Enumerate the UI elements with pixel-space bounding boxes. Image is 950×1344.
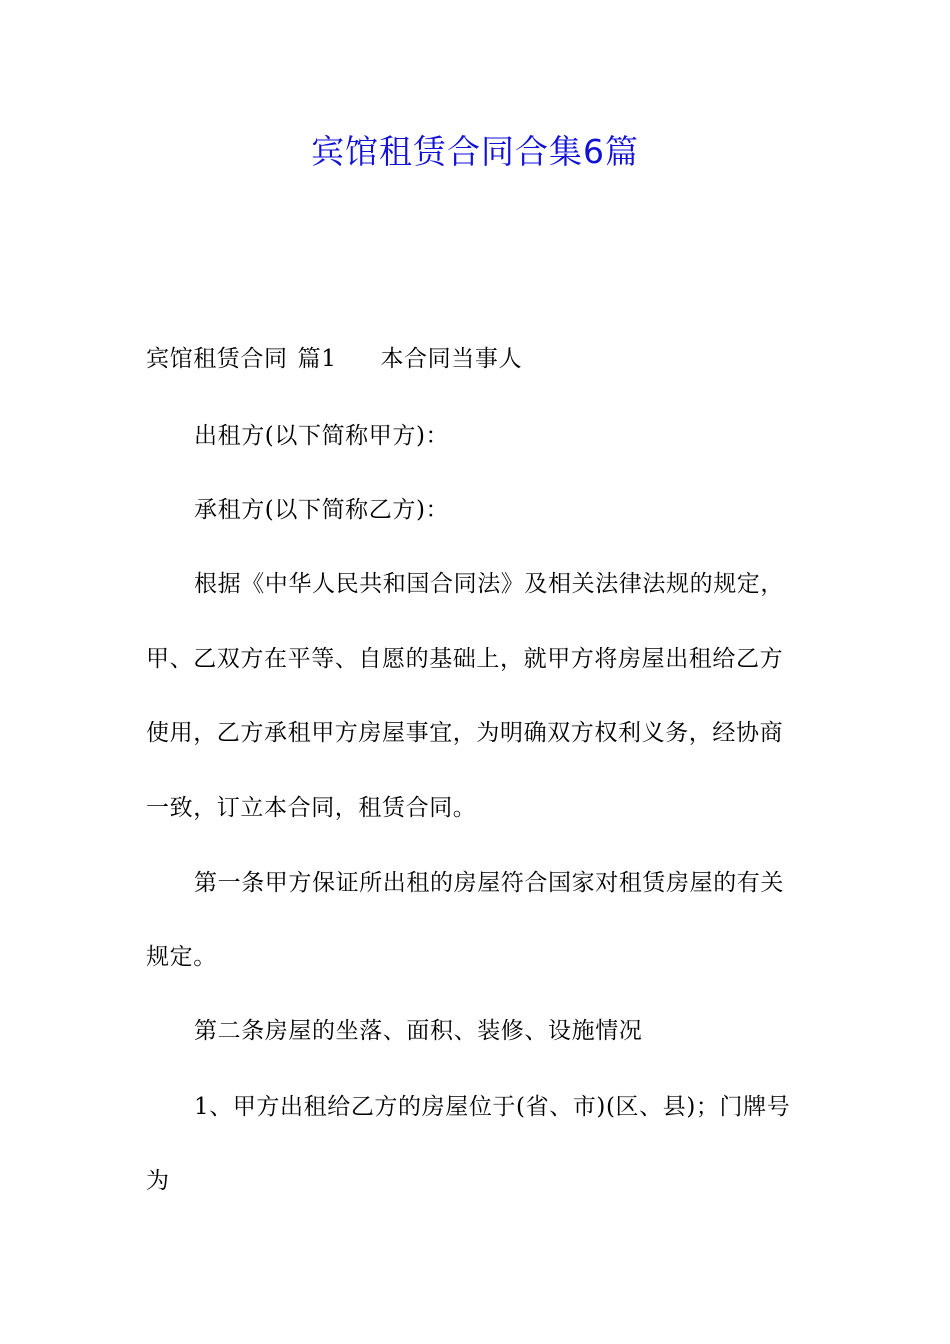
article-one-line: 规定。: [146, 944, 217, 970]
clause-line: 为: [146, 1168, 170, 1194]
document-title: 宾馆租赁合同合集6篇: [311, 132, 639, 171]
paragraph-line: 使用，乙方承租甲方房屋事宜，为明确双方权利义务，经协商: [146, 720, 784, 746]
section-label: 宾馆租赁合同: [146, 346, 288, 372]
section-subheading: 本合同当事人: [380, 346, 523, 372]
paragraph-line: 一致，订立本合同，租赁合同。: [146, 795, 477, 821]
article-two-heading: 第二条房屋的坐落、面积、装修、设施情况: [194, 1018, 643, 1044]
paragraph-line: 甲、乙双方在平等、自愿的基础上，就甲方将房屋出租给乙方: [146, 646, 784, 672]
section-number: 篇1: [297, 346, 337, 372]
lessor-line: 出租方(以下简称甲方)：: [194, 423, 450, 449]
paragraph-line: 根据《中华人民共和国合同法》及相关法律法规的规定，: [194, 571, 784, 597]
section-heading: [146, 341, 816, 377]
lessee-line: 承租方(以下简称乙方)：: [194, 497, 450, 523]
article-one-line: 第一条甲方保证所出租的房屋符合国家对租赁房屋的有关: [194, 870, 784, 896]
clause-line: 1、甲方出租给乙方的房屋位于(省、市)(区、县)；门牌号: [194, 1094, 791, 1120]
